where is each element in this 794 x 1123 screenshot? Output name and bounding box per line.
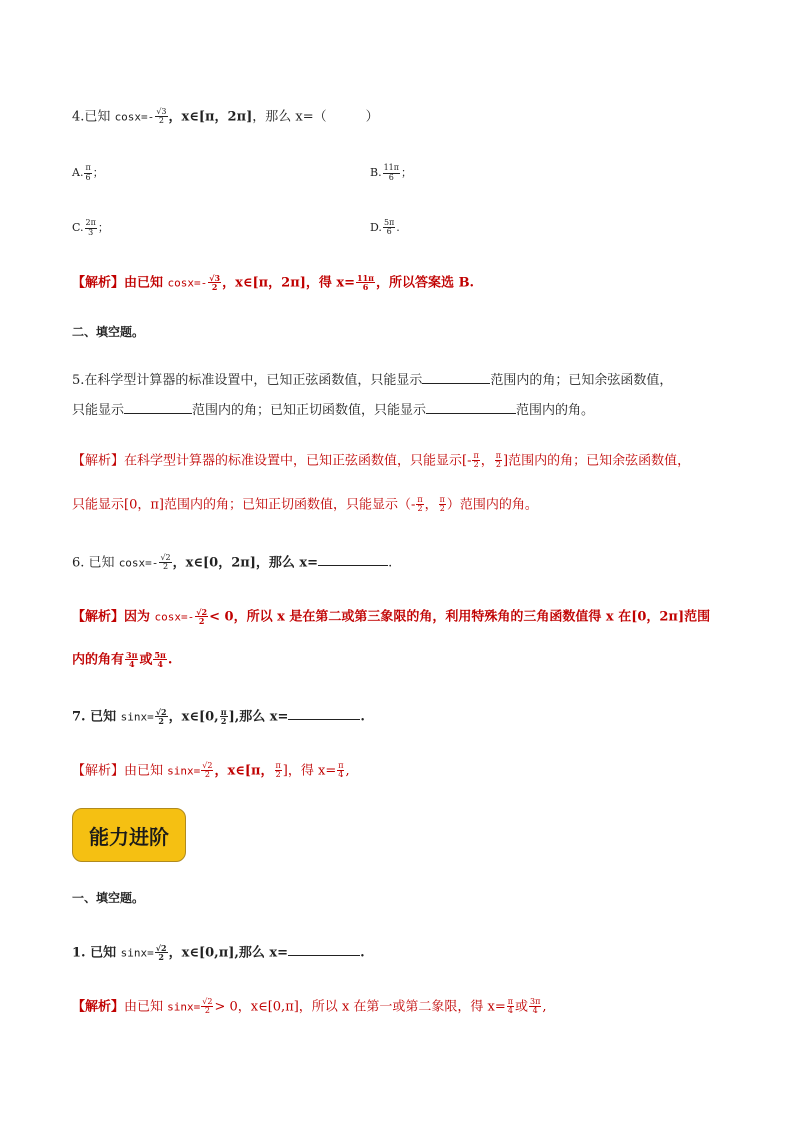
ability-advance-badge: 能力进阶 bbox=[72, 808, 186, 862]
q5-line1-a: 5.在科学型计算器的标准设置中，已知正弦函数值，只能显示 bbox=[72, 373, 423, 388]
q5-analysis-line-2 bbox=[72, 496, 538, 514]
q7-expr: sinx= bbox=[120, 710, 154, 724]
q4-option-d bbox=[370, 219, 400, 237]
option-c-tail: ； bbox=[97, 221, 109, 234]
q6-an-or: 或 bbox=[139, 652, 153, 668]
frac-num: 3π bbox=[126, 650, 138, 660]
p1-end: . bbox=[360, 945, 365, 961]
q4-option-a bbox=[72, 164, 104, 182]
q7-analysis bbox=[72, 762, 350, 780]
q4-analysis-frac bbox=[208, 274, 221, 292]
option-b-frac bbox=[383, 164, 400, 182]
q4-analysis-frac-num: √3 bbox=[209, 273, 221, 283]
p1-number: 1. bbox=[72, 945, 86, 961]
q5-line-2 bbox=[72, 402, 594, 417]
p1-frac bbox=[155, 944, 168, 962]
frac-den: 4 bbox=[157, 659, 163, 670]
q7-blank[interactable] bbox=[288, 708, 360, 720]
option-c-den: 3 bbox=[88, 227, 94, 237]
q6-an-end: . bbox=[167, 652, 173, 668]
frac-den: 2 bbox=[204, 770, 210, 780]
q5-an2-frac-1 bbox=[416, 496, 423, 514]
q5-blank-3[interactable] bbox=[426, 402, 516, 414]
frac-num: π bbox=[507, 997, 514, 1006]
q4-analysis-expr: cosx=- bbox=[167, 276, 208, 290]
q5-an2-a: 只能显示[0，π]范围内的角；已知正切函数值，只能显示（- bbox=[72, 497, 416, 513]
q4-option-c bbox=[72, 219, 109, 237]
q7-known: 已知 bbox=[90, 709, 121, 725]
option-d-num: 5π bbox=[383, 218, 395, 227]
q4-expr: cosx=- bbox=[114, 110, 155, 124]
option-a-frac bbox=[84, 164, 91, 182]
p1-expr: sinx= bbox=[120, 946, 154, 960]
frac-num: √2 bbox=[196, 607, 208, 617]
q5-line2-b: 范围内的角；已知正切函数值，只能显示 bbox=[192, 403, 427, 418]
q5-an1-b: ， bbox=[480, 453, 494, 469]
q7-cond-a: ，x∈[0, bbox=[168, 709, 219, 725]
p1-an-answer-1 bbox=[507, 998, 514, 1016]
p1-an-end: , bbox=[542, 999, 547, 1015]
q4-analysis-end: ，所以答案选 B. bbox=[376, 275, 475, 291]
frac-den: 2 bbox=[439, 504, 445, 514]
q5-an2-c: ）范围内的角。 bbox=[446, 497, 538, 513]
q7-an-frac-2 bbox=[275, 762, 282, 780]
frac-den: 2 bbox=[473, 460, 479, 470]
p1-an-answer-2 bbox=[529, 998, 541, 1016]
analysis-tag: 【解析】 bbox=[72, 609, 125, 625]
q6-number: 6. bbox=[72, 555, 85, 571]
q6-an-expr: cosx=- bbox=[154, 610, 195, 624]
analysis-tag: 【解析】 bbox=[72, 999, 125, 1015]
p1-known: 已知 bbox=[90, 945, 121, 961]
q7-an-c: ]，得 x= bbox=[282, 763, 337, 779]
q5-analysis-line-1 bbox=[72, 452, 690, 470]
q6-analysis-line-2 bbox=[72, 651, 172, 669]
q5-line1-b: 范围内的角；已知余弦函数值， bbox=[490, 373, 673, 388]
option-b-label: B. bbox=[370, 166, 382, 179]
q6-an-a: 因为 bbox=[124, 609, 155, 625]
option-a-label: A. bbox=[72, 166, 84, 179]
option-d-den: 6 bbox=[386, 227, 392, 237]
p1-blank[interactable] bbox=[288, 944, 360, 956]
frac-num: √2 bbox=[155, 707, 167, 717]
q6-an-answer-2 bbox=[153, 651, 166, 669]
q7-end: . bbox=[360, 709, 365, 725]
frac-num: π bbox=[275, 761, 281, 770]
q4-frac-sqrt3 bbox=[155, 108, 167, 126]
analysis-tag: 【解析】 bbox=[72, 275, 125, 291]
frac-den: 2 bbox=[417, 504, 423, 514]
q4-analysis-a: 由已知 bbox=[124, 275, 168, 291]
option-a-num: π bbox=[85, 163, 91, 173]
q4-analysis-answer-num: 11π bbox=[357, 273, 375, 283]
section-title-fill-blank-advanced: 一、填空题。 bbox=[72, 891, 145, 905]
option-d-frac bbox=[383, 219, 395, 237]
q6-an-b: < 0，所以 x 是在第二或第三象限的角，利用特殊角的三角函数值得 x 在[0，2π]范围 bbox=[209, 609, 711, 625]
option-a-den: 6 bbox=[85, 172, 91, 182]
q5-line-1 bbox=[72, 372, 672, 387]
q7-number: 7. bbox=[72, 709, 86, 725]
q4-number: 4. bbox=[72, 109, 85, 125]
frac-den: 4 bbox=[338, 770, 344, 780]
option-a-tail: ； bbox=[92, 166, 104, 179]
q6-expr: cosx=- bbox=[118, 556, 159, 570]
frac-den: 2 bbox=[158, 952, 164, 963]
q7-stem bbox=[72, 708, 365, 726]
q6-an-answer-1 bbox=[125, 651, 138, 669]
option-b-tail: ； bbox=[401, 166, 413, 179]
q5-an1-a: 在科学型计算器的标准设置中，已知正弦函数值，只能显示[- bbox=[124, 453, 472, 469]
q5-an1-c: ]范围内的角；已知余弦函数值， bbox=[503, 453, 691, 469]
q4-analysis bbox=[72, 274, 474, 292]
frac-den: 2 bbox=[220, 716, 227, 727]
frac-num: √2 bbox=[202, 761, 213, 770]
frac-den: 2 bbox=[495, 460, 501, 470]
q6-cond: ，x∈[0，2π]，那么 x= bbox=[172, 555, 319, 571]
frac-num: π bbox=[220, 707, 227, 717]
q5-an1-frac-2 bbox=[495, 452, 502, 470]
option-c-num: 2π bbox=[85, 218, 96, 228]
frac-num: √2 bbox=[202, 997, 213, 1006]
p1-analysis bbox=[72, 998, 547, 1016]
q7-an-b: ，x∈[π， bbox=[214, 763, 274, 779]
q5-an2-b: ， bbox=[424, 497, 438, 513]
q4-analysis-answer bbox=[356, 274, 375, 292]
analysis-tag: 【解析】 bbox=[72, 763, 125, 779]
option-c-frac bbox=[85, 219, 97, 237]
q7-cond-b: ],那么 x= bbox=[228, 709, 289, 725]
q6-blank[interactable] bbox=[318, 554, 388, 566]
frac-num: π bbox=[338, 761, 344, 770]
q5-an1-frac-1 bbox=[472, 452, 479, 470]
q7-an-end: , bbox=[345, 763, 350, 779]
q4-analysis-frac-den: 2 bbox=[211, 282, 218, 293]
p1-stem bbox=[72, 944, 365, 962]
p1-an-a: 由已知 bbox=[124, 999, 168, 1015]
option-d-label: D. bbox=[370, 220, 382, 234]
q5-an2-frac-2 bbox=[439, 496, 446, 514]
frac-num: π bbox=[417, 495, 423, 504]
q7-cond-frac bbox=[220, 708, 228, 726]
q4-analysis-cond: ，x∈[π，2π]，得 x= bbox=[222, 275, 356, 291]
p1-an-expr: sinx= bbox=[167, 1000, 201, 1014]
p1-an-frac bbox=[201, 998, 213, 1016]
q6-known: 已知 bbox=[88, 555, 119, 571]
q5-line2-a: 只能显示 bbox=[72, 403, 125, 418]
q6-stem bbox=[72, 554, 392, 572]
p1-an-or: 或 bbox=[515, 999, 529, 1015]
q7-an-expr: sinx= bbox=[167, 764, 201, 778]
frac-den: 4 bbox=[128, 659, 135, 670]
q4-frac-den: 2 bbox=[158, 116, 164, 126]
option-d-tail: . bbox=[396, 220, 400, 234]
frac-den: 2 bbox=[204, 1006, 210, 1016]
q4-option-b bbox=[370, 164, 412, 182]
frac-den: 2 bbox=[162, 562, 169, 572]
frac-den: 2 bbox=[158, 716, 164, 727]
option-c-label: C. bbox=[72, 221, 84, 234]
q6-end: . bbox=[388, 555, 393, 571]
frac-den: 2 bbox=[198, 616, 205, 627]
frac-num: π bbox=[439, 495, 445, 504]
q5-blank-2[interactable] bbox=[124, 402, 192, 414]
q4-stem bbox=[72, 108, 379, 126]
frac-num: π bbox=[473, 451, 479, 460]
q5-blank-1[interactable] bbox=[422, 372, 490, 384]
q6-frac bbox=[159, 554, 171, 572]
q4-ask: ，那么 x=（ ） bbox=[252, 109, 379, 125]
option-b-num: 11π bbox=[383, 163, 400, 173]
analysis-tag: 【解析】 bbox=[72, 453, 125, 469]
q7-frac bbox=[155, 708, 168, 726]
frac-num: √2 bbox=[160, 553, 171, 562]
q7-an-frac bbox=[201, 762, 213, 780]
option-b-den: 6 bbox=[388, 172, 394, 182]
frac-den: 2 bbox=[275, 770, 281, 780]
frac-num: π bbox=[495, 451, 502, 460]
p1-an-b: > 0，x∈[0,π]，所以 x 在第一或第二象限，得 x= bbox=[214, 999, 506, 1015]
q6-analysis-line-1 bbox=[72, 608, 710, 626]
q4-frac-num: √3 bbox=[156, 107, 167, 116]
q4-known: 已知 bbox=[84, 109, 111, 125]
q6-an-c: 内的角有 bbox=[72, 652, 125, 668]
frac-num: √2 bbox=[155, 943, 167, 953]
frac-den: 4 bbox=[507, 1006, 513, 1016]
frac-num: 5π bbox=[154, 650, 166, 660]
q7-an-a: 由已知 bbox=[124, 763, 168, 779]
frac-den: 4 bbox=[532, 1006, 538, 1016]
q4-cond: ，x∈[π，2π] bbox=[168, 109, 253, 125]
q5-line2-c: 范围内的角。 bbox=[516, 403, 595, 418]
frac-num: 3π bbox=[530, 997, 541, 1006]
q7-an-answer bbox=[337, 762, 344, 780]
section-title-fill-blank: 二、填空题。 bbox=[72, 325, 145, 339]
q4-analysis-answer-den: 6 bbox=[362, 282, 369, 293]
p1-cond: ，x∈[0,π],那么 x= bbox=[168, 945, 289, 961]
q6-an-frac bbox=[195, 608, 208, 626]
